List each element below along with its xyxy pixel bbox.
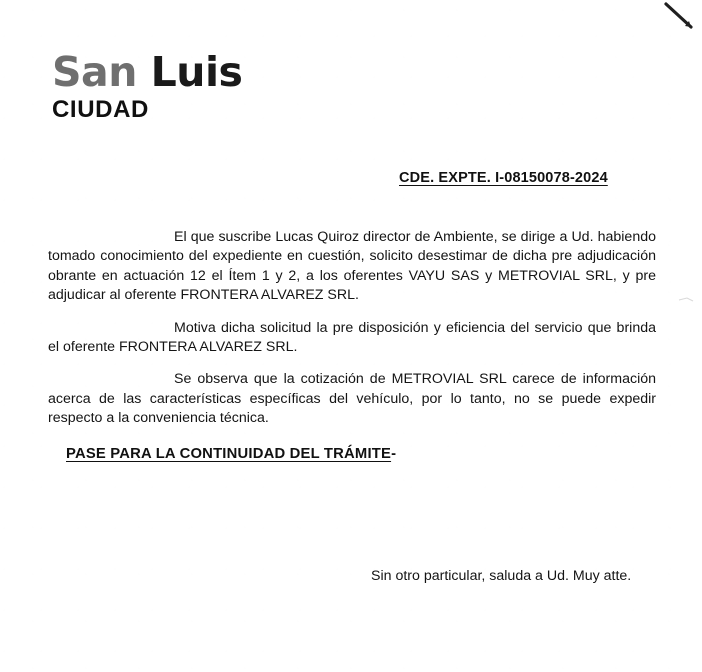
closing-salutation: Sin otro particular, saluda a Ud. Muy atte. [371, 568, 632, 584]
directive-trailing-text: - [391, 446, 397, 462]
logo-word-san: San [52, 48, 137, 96]
letterhead [52, 50, 242, 123]
scan-smudge-artifact-icon [678, 296, 694, 303]
expediente-reference: CDE. EXPTE. I-08150078-2024 [399, 170, 608, 186]
logo-word-luis: Luis [150, 48, 243, 96]
document-body [48, 228, 656, 429]
body-paragraph: El que suscribe Lucas Quiroz director de Ambiente, se dirige a Ud. habiendo tomado conocimiento del expediente en cuestión, solicito desestimar de dicha pre adjudicación obrante en actuación 12 el Ítem 1 y 2, a los oferentes VAYU SAS y METROVIAL SRL, y pre adjudicar al oferente FRONTERA ALVAREZ SRL. [48, 229, 656, 304]
directive-underlined-text: PASE PARA LA CONTINUIDAD DEL TRÁMITE [66, 446, 392, 462]
body-paragraph: Motiva dicha solicitud la pre disposición y eficiencia del servicio que brinda el oferente FRONTERA ALVAREZ SRL. [48, 319, 656, 356]
directive-line [66, 446, 396, 462]
logo-subtitle: CIUDAD [52, 96, 149, 123]
scan-stroke-artifact-icon [663, 2, 697, 32]
body-paragraph: Se observa que la cotización de METROVIAL SRL carece de información acerca de las características específicas del vehículo, por lo tanto, no se puede expedir respecto a la conveniencia técnica. [48, 371, 656, 427]
organization-logo [52, 50, 242, 94]
